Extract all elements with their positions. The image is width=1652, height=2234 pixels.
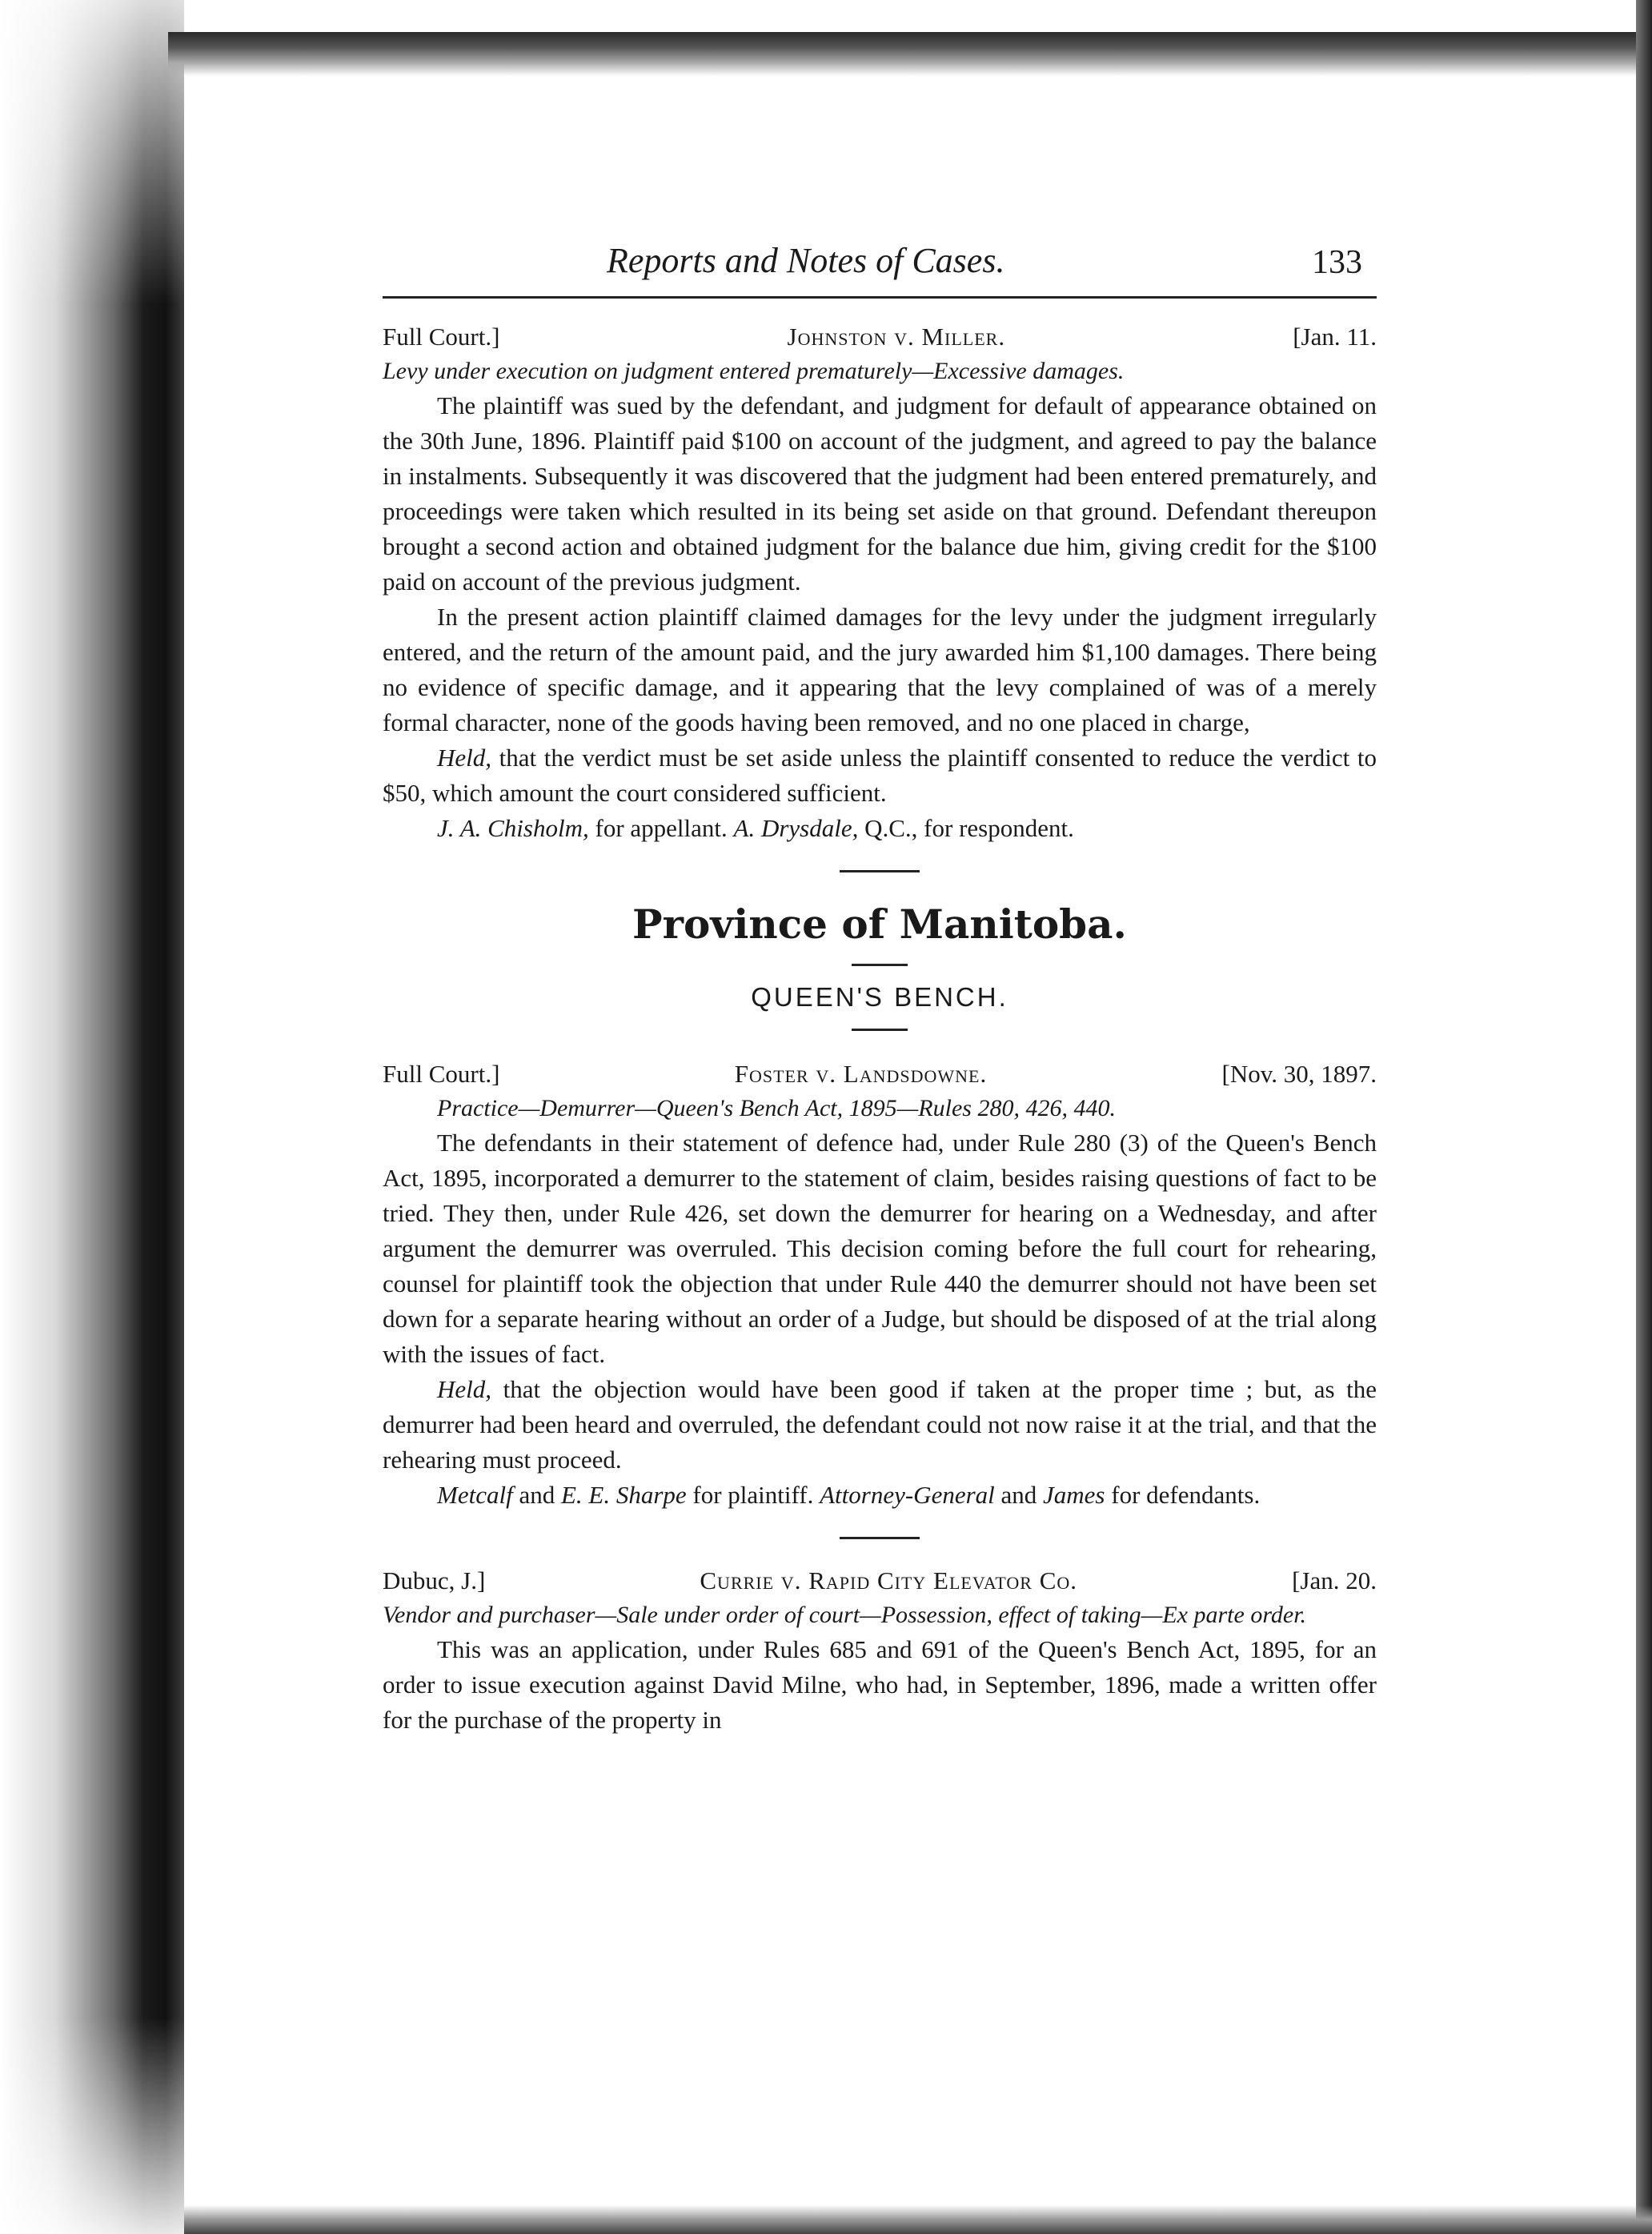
held-text: that the objection would have been good if taken at the proper time ; but, as the demurrer had been heard and overruled, the defendant could not now raise it at the trial, and that the rehearing must proceed.: [383, 1375, 1377, 1474]
case-name: Currie v. Rapid City Elevator Co.: [700, 1566, 1078, 1594]
running-head: [383, 240, 1377, 288]
case-date: [Jan. 20.: [1292, 1566, 1377, 1594]
counsel-join: and: [512, 1481, 561, 1509]
case-court: Dubuc, J.]: [383, 1566, 486, 1594]
section-divider: [840, 1537, 920, 1539]
counsel-join: and: [994, 1481, 1044, 1509]
case-paragraph: The plaintiff was sued by the defendant, and judgment for default of appearance obtained on the 30th June, 1896. Plaintiff paid $100 on account of the judgment, and agreed to pay the balance in instalments. Subsequently it was discovered that the judgment had been entered prematurely, and proceedings were taken which resulted in its being set aside on that ground. Defendant thereupon brought a second action and obtained judgment for the balance due him, giving credit for the $100 paid on account of the previous judgment.: [383, 391, 1377, 596]
case-counsel: [383, 811, 1377, 846]
case-court: Full Court.]: [383, 323, 500, 351]
case-paragraph: The defendants in their statement of defence had, under Rule 280 (3) of the Queen's Bench Act, 1895, incorporated a demurrer to the statement of claim, besides raising questions of fact to be tried. They then, under Rule 426, set down the demurrer for hearing on a Wednesday, and after argument the demurrer was overruled. This decision coming before the full court for rehearing, counsel for plaintiff took the objection that under Rule 440 the demurrer should not have been set down for a separate hearing without an order of a Judge, but should be disposed of at the trial along with the issues of fact.: [383, 1129, 1377, 1368]
counsel-role: for plaintiff.: [686, 1481, 820, 1509]
case-header: [383, 1563, 1377, 1598]
counsel-name: J. A. Chisholm,: [437, 814, 589, 842]
province-heading: Province of Manitoba.: [632, 900, 1127, 948]
case-headnote: Practice—Demurrer—Queen's Bench Act, 1895—Rules 280, 426, 440.: [437, 1095, 1116, 1121]
running-title: Reports and Notes of Cases.: [607, 241, 1005, 280]
scan-bottom-edge: [184, 2205, 1652, 2234]
held-label: Held,: [437, 1375, 492, 1403]
case-header: [383, 1057, 1377, 1092]
case-name: Johnston v. Miller.: [787, 323, 1006, 351]
page-body: [383, 240, 1377, 1738]
case-date: [Jan. 11.: [1293, 323, 1377, 351]
case-headnote: Vendor and purchaser—Sale under order of court—Possession, effect of taking—Ex parte order.: [383, 1602, 1307, 1628]
section-divider: [840, 870, 920, 872]
heading-divider: [852, 964, 908, 966]
head-rule: [383, 296, 1377, 299]
case-counsel: [383, 1478, 1377, 1513]
heading-divider: [852, 1029, 908, 1031]
case-holding: [383, 740, 1377, 811]
case-header: [383, 319, 1377, 355]
case-johnston-v-miller: [383, 319, 1377, 846]
scan-right-edge: [1636, 0, 1652, 2234]
scan-left-edge-fade-top: [0, 0, 184, 304]
case-holding: [383, 1372, 1377, 1478]
counsel-role: Q.C., for respondent.: [858, 814, 1074, 842]
scan-left-edge: [0, 0, 184, 2234]
case-headnote: Levy under execution on judgment entered prematurely—Excessive damages.: [383, 358, 1125, 384]
page-number: 133: [1312, 244, 1362, 281]
held-label: Held,: [437, 744, 492, 772]
counsel-name: Metcalf: [437, 1481, 513, 1509]
counsel-name: Attorney-General: [820, 1481, 995, 1509]
case-foster-v-landsdowne: [383, 1057, 1377, 1513]
counsel-name: A. Drysdale,: [733, 814, 859, 842]
held-text: that the verdict must be set aside unless the plaintiff consented to reduce the verdict to $50, which amount the court considered sufficient.: [383, 744, 1377, 807]
case-court: Full Court.]: [383, 1060, 500, 1088]
case-paragraph: In the present action plaintiff claimed damages for the levy under the judgment irregularly entered, and the return of the amount paid, and the jury awarded him $1,100 damages. There being no evidence of specific damage, and it appearing that the levy complained of was of a merely formal character, none of the goods having been removed, and no one placed in charge,: [383, 603, 1377, 736]
counsel-name: James: [1043, 1481, 1105, 1509]
scan-top-edge: [168, 32, 1652, 76]
case-currie-v-rapid-city: [383, 1563, 1377, 1738]
case-date: [Nov. 30, 1897.: [1221, 1060, 1377, 1088]
case-name: Foster v. Landsdowne.: [734, 1060, 988, 1088]
counsel-name: E. E. Sharpe: [560, 1481, 687, 1509]
spacer: [383, 1042, 1377, 1057]
scan-left-edge-fade-bottom: [0, 2017, 184, 2234]
counsel-role: for defendants.: [1105, 1481, 1261, 1509]
counsel-role: for appellant.: [588, 814, 734, 842]
court-heading: QUEEN'S BENCH.: [751, 982, 1008, 1012]
case-paragraph: This was an application, under Rules 685 and 691 of the Queen's Bench Act, 1895, for an order to issue execution against David Milne, who had, in September, 1896, made a written offer for the purchase of the property in: [383, 1635, 1377, 1734]
